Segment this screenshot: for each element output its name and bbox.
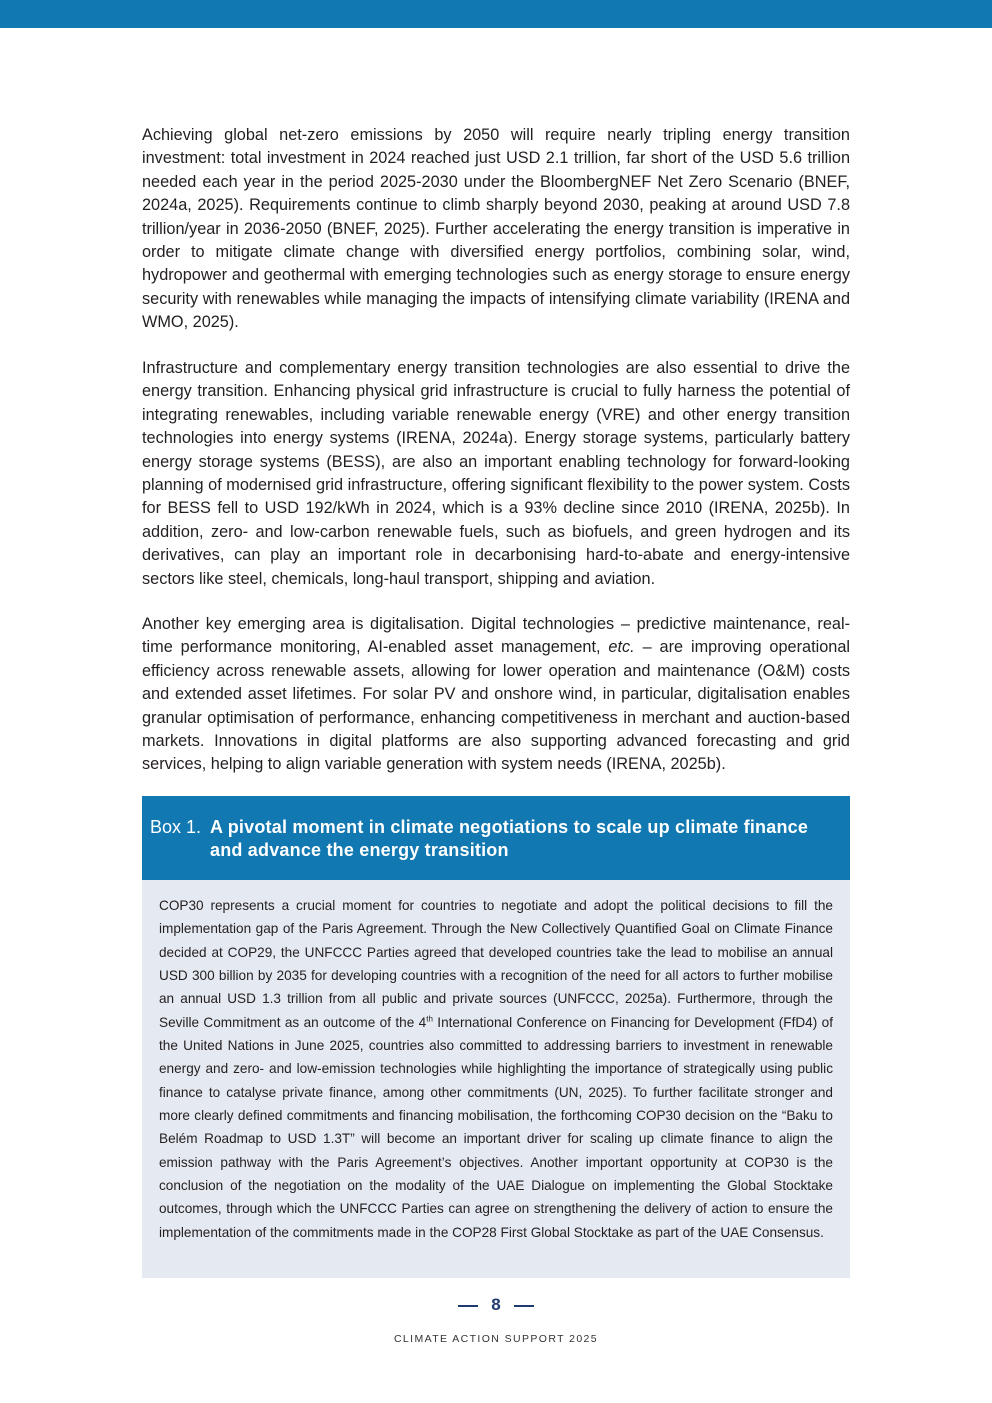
page-number-row <box>0 1294 992 1316</box>
info-box <box>142 796 850 1278</box>
paragraph-italic-text: etc. <box>608 638 635 657</box>
paragraph-text: – are improving operational efficiency across renewable assets, allowing for lower operation and maintenance (O&M) costs and extended asset lifetimes. For solar PV and onshore wind, in particular, digitalisation enables granular optimisation of performance, enhancing competitiveness in merchant and auction-based markets. Innovations in digital platforms are also supporting advanced forecasting and grid services, helping to align variable generation with system needs (IRENA, 2025b). <box>142 638 850 774</box>
body-paragraph <box>142 613 850 777</box>
dash-left <box>458 1305 478 1307</box>
box-text: International Conference on Financing for Development (FfD4) of the United Nations in June 2025, countries also committed to addressing barriers to investment in renewable energy and zero- and low-emission technologies while highlighting the importance of strategically using public finance to catalyse private finance, among other commitments (UN, 2025). To further facilitate stronger and more clearly defined commitments and financing mobilisation, the forthcoming COP30 decision on the “Baku to Belém Roadmap to USD 1.3T” will become an important driver for scaling up climate finance to align the emission pathway with the Paris Agreement’s objectives. Another important opportunity at COP30 is the conclusion of the negotiation on the modality of the UAE Dialogue on implementing the Global Stocktake outcomes, through which the UNFCCC Parties can agree on strengthening the delivery of action to ensure the implementation of the commitments made in the COP28 First Global Stocktake as part of the UAE Consensus. <box>159 1014 833 1240</box>
box-number: Box 1. <box>150 817 202 837</box>
info-box-header <box>142 796 850 880</box>
body-paragraph: Infrastructure and complementary energy transition technologies are also essential to drive the energy transition. Enhancing physical grid infrastructure is crucial to fully harness the potential of integrating renewables, including variable renewable energy (VRE) and other energy transition technologies into energy systems (IRENA, 2024a). Energy storage systems, particularly battery energy storage systems (BESS), are also an important enabling technology for forward-looking planning of modernised grid infrastructure, offering significant flexibility to the power system. Costs for BESS fell to USD 192/kWh in 2024, which is a 93% decline since 2010 (IRENA, 2025b). In addition, zero- and low-carbon renewable fuels, such as biofuels, and green hydrogen and its derivatives, can play an important role in decarbonising hard-to-abate and energy-intensive sectors like steel, chemicals, long-haul transport, shipping and aviation. <box>142 359 850 588</box>
body-paragraph: Achieving global net-zero emissions by 2050 will require nearly tripling energy transition investment: total investment in 2024 reached just USD 2.1 trillion, far short of the USD 5.6 trillion needed each year in the period 2025-2030 under the BloombergNEF Net Zero Scenario (BNEF, 2024a, 2025). Requirements continue to climb sharply beyond 2030, peaking at around USD 7.8 trillion/year in 2036-2050 (BNEF, 2025). Further accelerating the energy transition is imperative in order to mitigate climate change with diversified energy portfolios, combining solar, wind, hydropower and geothermal with emerging technologies such as energy storage to ensure energy security with renewables while managing the impacts of intensifying climate variability (IRENA and WMO, 2025). <box>142 126 850 332</box>
ordinal-superscript: th <box>426 1014 433 1024</box>
paragraph-text: Another key emerging area is digitalisation. Digital technologies – predictive maintenance, real-time performance monitoring, AI-enabled asset management, <box>142 615 850 657</box>
box-text: COP30 represents a crucial moment for countries to negotiate and adopt the political decisions to fill the implementation gap of the Paris Agreement. Through the New Collectively Quantified Goal on Climate Finance decided at COP29, the UNFCCC Parties agreed that developed countries take the lead to mobilise an annual USD 300 billion by 2035 for developing countries with a recognition of the need for all actors to further mobilise an annual USD 1.3 trillion from all public and private sources (UNFCCC, 2025a). Furthermore, through the Seville Commitment as an outcome of the 4 <box>159 898 833 1030</box>
dash-right <box>514 1305 534 1307</box>
box-body-text <box>159 894 833 1244</box>
page-number: 8 <box>491 1295 501 1314</box>
box-title: A pivotal moment in climate negotiations to scale up climate finance and advance the energy transition <box>210 817 809 860</box>
footer-publication-title: CLIMATE ACTION SUPPORT 2025 <box>393 1333 599 1345</box>
header-bar <box>0 0 992 28</box>
